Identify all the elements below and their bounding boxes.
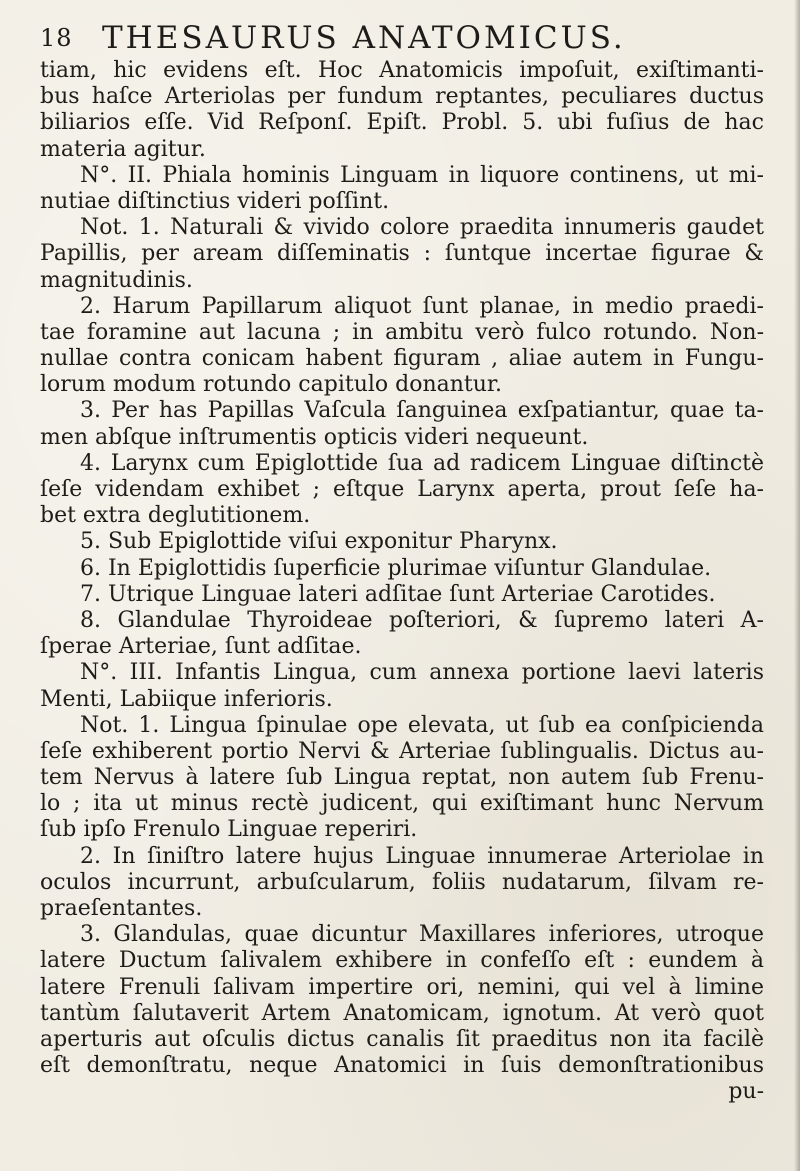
page-number: 18 — [40, 24, 73, 52]
text-line: Not. 1. Lingua ſpinulae ope elevata, ut ſub ea conſpicienda — [80, 712, 764, 738]
text-line: lo ; ita ut minus rectè judicent, qui exiſtimant hunc Nervum — [40, 791, 764, 817]
text-line: praeſentantes. — [40, 896, 203, 921]
page-edge-shadow — [794, 0, 800, 1171]
text-line: ſub ipſo Frenulo Linguae reperiri. — [40, 817, 418, 843]
text-line: 6. In Epiglottidis ſuperficie plurimae viſuntur Glandulae. — [80, 555, 712, 581]
running-head: THESAURUS ANATOMICUS. — [102, 20, 626, 56]
text-line: 4. Larynx cum Epiglottide ſua ad radicem Linguae diſtinctè — [80, 450, 764, 476]
text-line: 2. Harum Papillarum aliquot ſunt planae, in medio praedi- — [80, 293, 764, 319]
text-line: aperturis aut oſculis dictus canalis ſit praeditus non ita facilè — [40, 1026, 764, 1052]
text-line: tem Nervus à latere ſub Lingua reptat, non autem ſub Frenu- — [40, 765, 764, 791]
text-line: oculos incurrunt, arbuſcularum, foliis nudatarum, ſilvam re- — [40, 869, 764, 895]
text-line: pu- — [728, 1079, 764, 1105]
text-line: 7. Utrique Linguae lateri adſitae ſunt Arteriae Carotides. — [80, 581, 716, 607]
text-line: Papillis, per aream diſſeminatis : ſuntque incertae figurae & — [40, 241, 764, 267]
text-line: N°. III. Infantis Lingua, cum annexa portione laevi lateris — [80, 660, 764, 686]
text-line: biliarios eſſe. Vid Reſponſ. Epiſt. Probl. 5. ubi fuſius de hac — [40, 110, 764, 136]
text-line: lorum modum rotundo capitulo donantur. — [40, 372, 503, 398]
text-line: ſeſe exhiberent portio Nervi & Arteriae ſublingualis. Dictus au- — [40, 738, 764, 764]
text-line: 5. Sub Epiglottide viſui exponitur Pharynx. — [80, 529, 558, 555]
text-line: tiam, hic evidens eſt. Hoc Anatomicis impoſuit, exiſtimanti- — [40, 58, 764, 83]
text-line: nutiae diſtinctius videri poſſint. — [40, 188, 390, 214]
text-line: tantùm ſalutaverit Artem Anatomicam, ignotum. At verò quot — [40, 1000, 764, 1026]
text-line: 8. Glandulae Thyroideae poſteriori, & ſupremo lateri A- — [80, 607, 764, 633]
body-text — [40, 58, 764, 1106]
text-line: ſperae Arteriae, ſunt adſitae. — [40, 634, 362, 660]
text-line: Menti, Labiique inferioris. — [40, 686, 333, 712]
text-line: eſt demonſtratu, neque Anatomici in ſuis demonſtrationibus — [40, 1053, 764, 1079]
text-line: 3. Per has Papillas Vaſcula ſanguinea exſpatiantur, quae ta- — [80, 398, 764, 424]
text-line: bus haſce Arteriolas per fundum reptantes, peculiares ductus — [40, 84, 764, 110]
text-line: men abſque inſtrumentis opticis videri nequeunt. — [40, 424, 589, 450]
text-line: 2. In ſiniſtro latere hujus Linguae innumerae Arteriolae in — [80, 843, 764, 869]
text-line: latere Frenuli ſalivam impertire ori, nemini, qui vel à limine — [40, 974, 764, 1000]
text-line: latere Ductum ſalivalem exhibere in confeſſo eſt : eundem à — [40, 948, 764, 974]
text-line: materia agitur. — [40, 136, 206, 162]
text-line: tae foramine aut lacuna ; in ambitu verò fulco rotundo. Non- — [40, 319, 764, 345]
text-line: nullae contra conicam habent figuram , aliae autem in Fungu- — [40, 346, 764, 372]
text-line: N°. II. Phiala hominis Linguam in liquore continens, ut mi- — [80, 162, 764, 188]
text-line: 3. Glandulas, quae dicuntur Maxillares inferiores, utroque — [80, 922, 764, 948]
text-line: bet extra deglutitionem. — [40, 503, 311, 529]
text-line: magnitudinis. — [40, 267, 193, 293]
text-line: ſeſe videndam exhibet ; eſtque Larynx aperta, prout ſeſe ha- — [40, 477, 764, 502]
page-header — [40, 14, 780, 54]
text-line: Not. 1. Naturali & vivido colore praedita innumeris gaudet — [80, 215, 764, 241]
